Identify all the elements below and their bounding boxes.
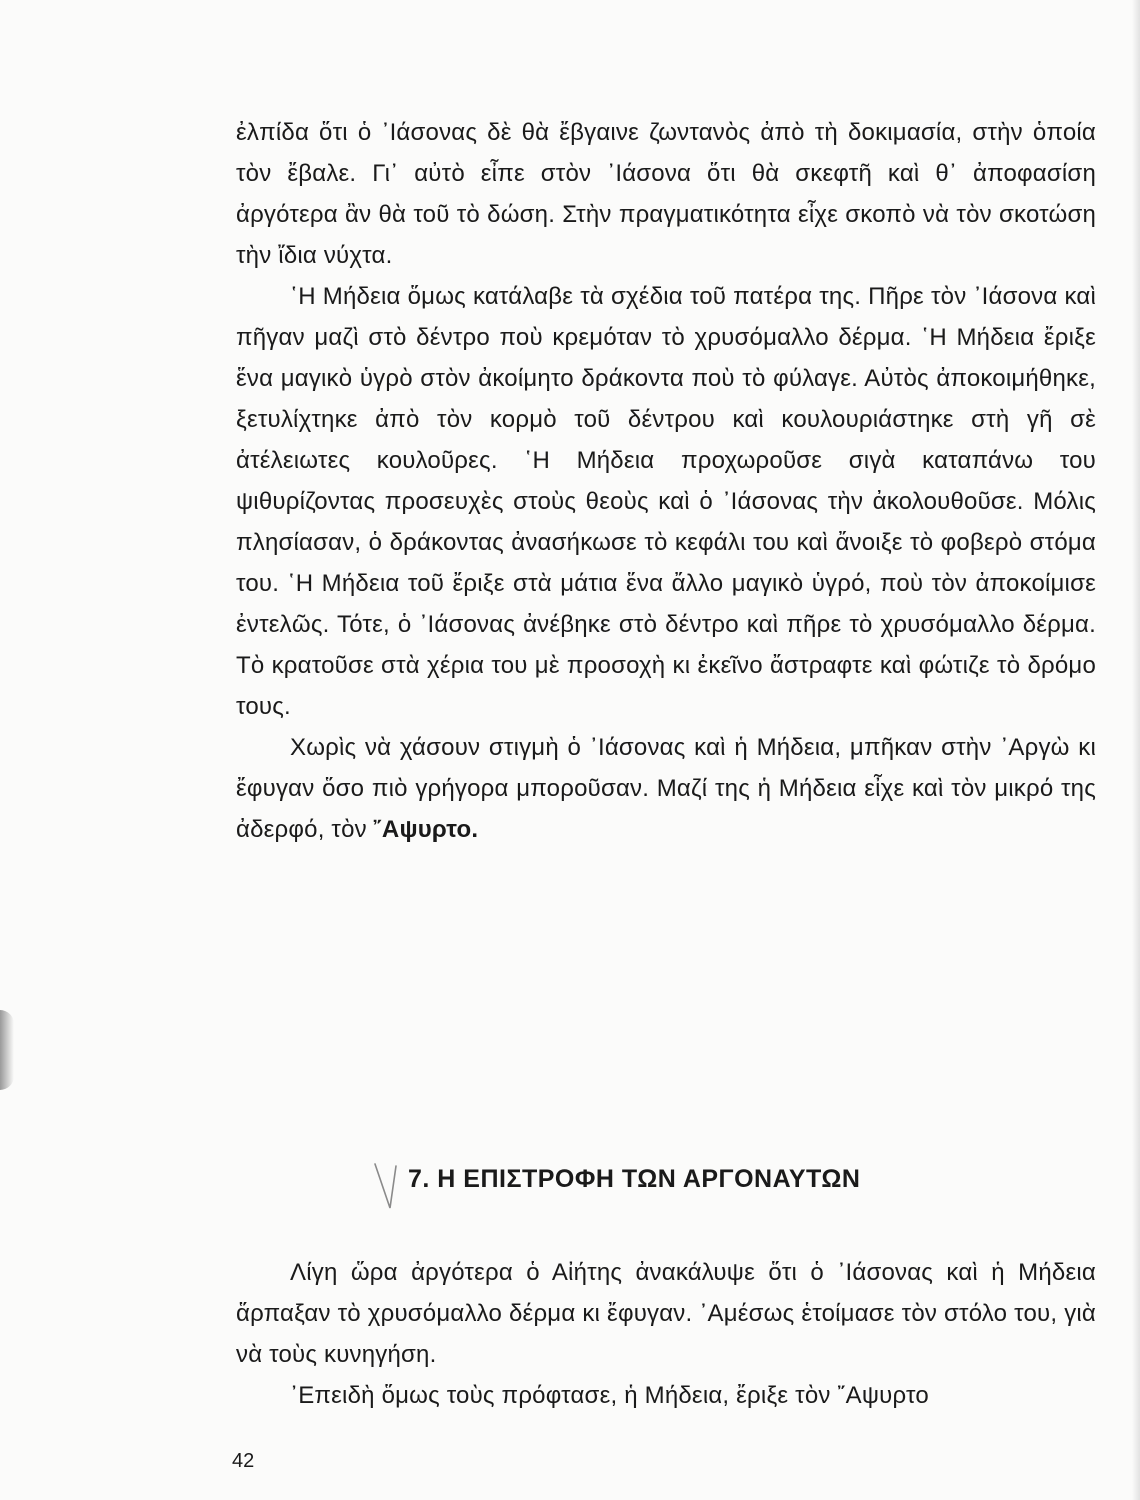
handwritten-tick-mark bbox=[372, 1158, 406, 1212]
page-number: 42 bbox=[232, 1450, 255, 1472]
paragraph-1: ἐλπίδα ὅτι ὁ ᾿Ιάσονας δὲ θὰ ἔβγαινε ζωντανὸς ἀπὸ τὴ δοκιμασία, στὴν ὁποία τὸν ἔβαλε. Γι᾿ αὐτὸ εἶπε στὸν ᾿Ιάσονα ὅτι θὰ σκεφτῆ καὶ θ᾿ ἀποφασίση ἀργότερα ἂν θὰ τοῦ τὸ δώση. Στὴν πραγματικότητα εἶχε σκοπὸ νὰ τὸν σκοτώση τὴν ἴδια νύχτα. bbox=[236, 119, 1096, 269]
lower-text-block bbox=[236, 1252, 1096, 1416]
paragraph-3-text: Χωρὶς νὰ χάσουν στιγμὴ ὁ ᾿Ιάσονας καὶ ἡ Μήδεια, μπῆκαν στὴν ᾿Αργὼ κι ἔφυγαν ὅσο πιὸ γρήγορα μποροῦσαν. Μαζί της ἡ Μήδεια εἶχε καὶ τὸν μικρό της ἀδερφό, τὸν bbox=[236, 734, 1096, 843]
paragraph-5: ᾿Επειδὴ ὅμως τοὺς πρόφτασε, ἡ Μήδεια, ἔριξε τὸν ῎Αψυρτο bbox=[290, 1382, 929, 1409]
paragraph-4: Λίγη ὥρα ἀργότερα ὁ Αἰήτης ἀνακάλυψε ὅτι ὁ ᾿Ιάσονας καὶ ἡ Μήδεια ἅρπαξαν τὸ χρυσόμαλλο δέρμα κι ἔφυγαν. ᾿Αμέσως ἑτοίμασε τὸν στόλο του, γιὰ νὰ τοὺς κυνηγήση. bbox=[236, 1259, 1096, 1368]
page-edge-shadow bbox=[1132, 0, 1140, 1500]
scan-shadow bbox=[0, 1010, 14, 1090]
bold-name-apsyrtos: ῎Αψυρτο. bbox=[373, 816, 479, 843]
paragraph-3 bbox=[236, 727, 1096, 850]
upper-text-block bbox=[236, 112, 1096, 850]
paragraph-2: ῾Η Μήδεια ὅμως κατάλαβε τὰ σχέδια τοῦ πατέρα της. Πῆρε τὸν ᾿Ιάσονα καὶ πῆγαν μαζὶ στὸ δέντρο ποὺ κρεμόταν τὸ χρυσόμαλλο δέρμα. ῾Η Μήδεια ἔριξε ἕνα μαγικὸ ὑγρὸ στὸν ἀκοίμητο δράκοντα ποὺ τὸ φύλαγε. Αὐτὸς ἀποκοιμήθηκε, ξετυλίχτηκε ἀπὸ τὸν κορμὸ τοῦ δέντρου καὶ κουλουριάστηκε στὴ γῆ σὲ ἀτέλειωτες κουλοῦρες. ῾Η Μήδεια προχωροῦσε σιγὰ καταπάνω του ψιθυρίζοντας προσευχὲς στοὺς θεοὺς καὶ ὁ ᾿Ιάσονας τὴν ἀκολουθοῦσε. Μόλις πλησίασαν, ὁ δράκοντας ἀνασήκωσε τὸ κεφάλι του καὶ ἄνοιξε τὸ φοβερὸ στόμα του. ῾Η Μήδεια τοῦ ἔριξε στὰ μάτια ἕνα ἄλλο μαγικὸ ὑγρό, ποὺ τὸν ἀποκοίμισε ἐντελῶς. Τότε, ὁ ᾿Ιάσονας ἀνέβηκε στὸ δέντρο καὶ πῆρε τὸ χρυσόμαλλο δέρμα. Τὸ κρατοῦσε στὰ χέρια του μὲ προσοχὴ κι ἐκεῖνο ἄστραφτε καὶ φώτιζε τὸ δρόμο τους. bbox=[236, 283, 1096, 720]
chapter-heading: 7. Η ΕΠΙΣΤΡΟΦΗ ΤΩΝ ΑΡΓΟΝΑΥΤΩΝ bbox=[408, 1165, 861, 1193]
